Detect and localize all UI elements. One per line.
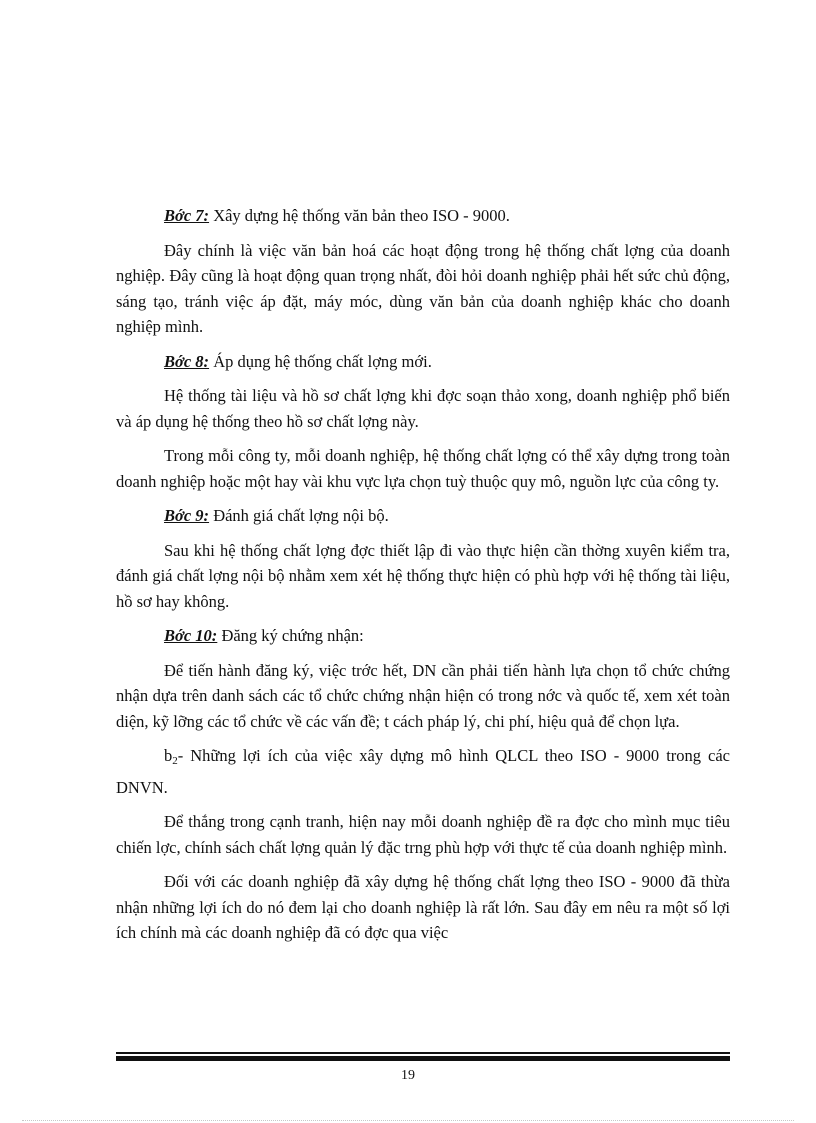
benefits-heading bbox=[116, 743, 730, 800]
step-title: Áp dụng hệ thống chất lợng mới. bbox=[209, 351, 432, 371]
step-label: Bớc 9: bbox=[164, 506, 210, 525]
step-label: Bớc 10: bbox=[164, 626, 218, 645]
benefits-text: - Những lợi ích của việc xây dựng mô hình QLCL theo ISO - 9000 trong các DNVN. bbox=[116, 746, 730, 797]
paragraph: Để thắng trong cạnh tranh, hiện nay mỗi doanh nghiệp đề ra đợc cho mình mục tiêu chiến lợc, chính sách chất lợng quản lý đặc trng phù hợp với thực tế của doanh nghiệp mình. bbox=[116, 812, 730, 857]
step-title: Xây dựng hệ thống văn bản theo ISO - 9000. bbox=[209, 206, 510, 225]
footer-rule-thin bbox=[116, 1052, 730, 1054]
footer-rule-thick bbox=[116, 1056, 730, 1061]
document-body bbox=[116, 203, 730, 955]
benefits-subscript: 2 bbox=[172, 755, 178, 767]
paragraph: Để tiến hành đăng ký, việc trớc hết, DN cần phải tiến hành lựa chọn tổ chức chứng nhận dựa trên danh sách các tổ chức chứng nhận hiện có trong nớc và quốc tế, xem xét toàn diện, kỹ lỡng các tổ chức về các vấn đề; t cách pháp lý, chi phí, hiệu quả để chọn lựa. bbox=[116, 660, 730, 731]
step-title: Đăng ký chứng nhận: bbox=[217, 626, 364, 645]
step-title: Đánh giá chất lợng nội bộ. bbox=[209, 506, 389, 525]
page-edge-divider bbox=[22, 1120, 794, 1121]
step-heading bbox=[116, 349, 730, 375]
step-heading bbox=[116, 623, 730, 649]
paragraph: Đối với các doanh nghiệp đã xây dựng hệ thống chất lợng theo ISO - 9000 đã thừa nhận những lợi ích do nó đem lại cho doanh nghiệp là rất lớn. Sau đây em nêu ra một số lợi ích chính mà các doanh nghiệp đã có đợc qua việc bbox=[116, 872, 730, 942]
step-label: Bớc 7: bbox=[164, 206, 210, 225]
paragraph: Hệ thống tài liệu và hồ sơ chất lợng khi đợc soạn thảo xong, doanh nghiệp phổ biến và áp dụng hệ thống theo hồ sơ chất lợng này. bbox=[116, 386, 730, 431]
paragraph: Trong mỗi công ty, mỗi doanh nghiệp, hệ thống chất lợng có thể xây dựng trong toàn doanh nghiệp hoặc một hay vài khu vực lựa chọn tuỳ thuộc quy mô, nguồn lực của công ty. bbox=[116, 446, 730, 491]
paragraph: Đây chính là việc văn bản hoá các hoạt động trong hệ thống chất lợng của doanh nghiệp. Đây cũng là hoạt động quan trọng nhất, đòi hỏi doanh nghiệp phải hết sức chủ động, sáng tạo, tránh việc áp đặt, máy móc, dùng văn bản của doanh nghiệp khác cho doanh nghiệp mình. bbox=[116, 240, 730, 336]
benefits-prefix: b bbox=[164, 746, 173, 765]
step-heading bbox=[116, 203, 730, 229]
step-heading bbox=[116, 503, 730, 529]
page-number: 19 bbox=[401, 1068, 415, 1083]
paragraph: Sau khi hệ thống chất lợng đợc thiết lập đi vào thực hiện cần thờng xuyên kiểm tra, đánh giá chất lợng nội bộ nhằm xem xét hệ thống thực hiện có phù hợp với hệ thống tài liệu, hồ sơ hay không. bbox=[116, 540, 730, 611]
step-label: Bớc 8: bbox=[164, 351, 210, 371]
